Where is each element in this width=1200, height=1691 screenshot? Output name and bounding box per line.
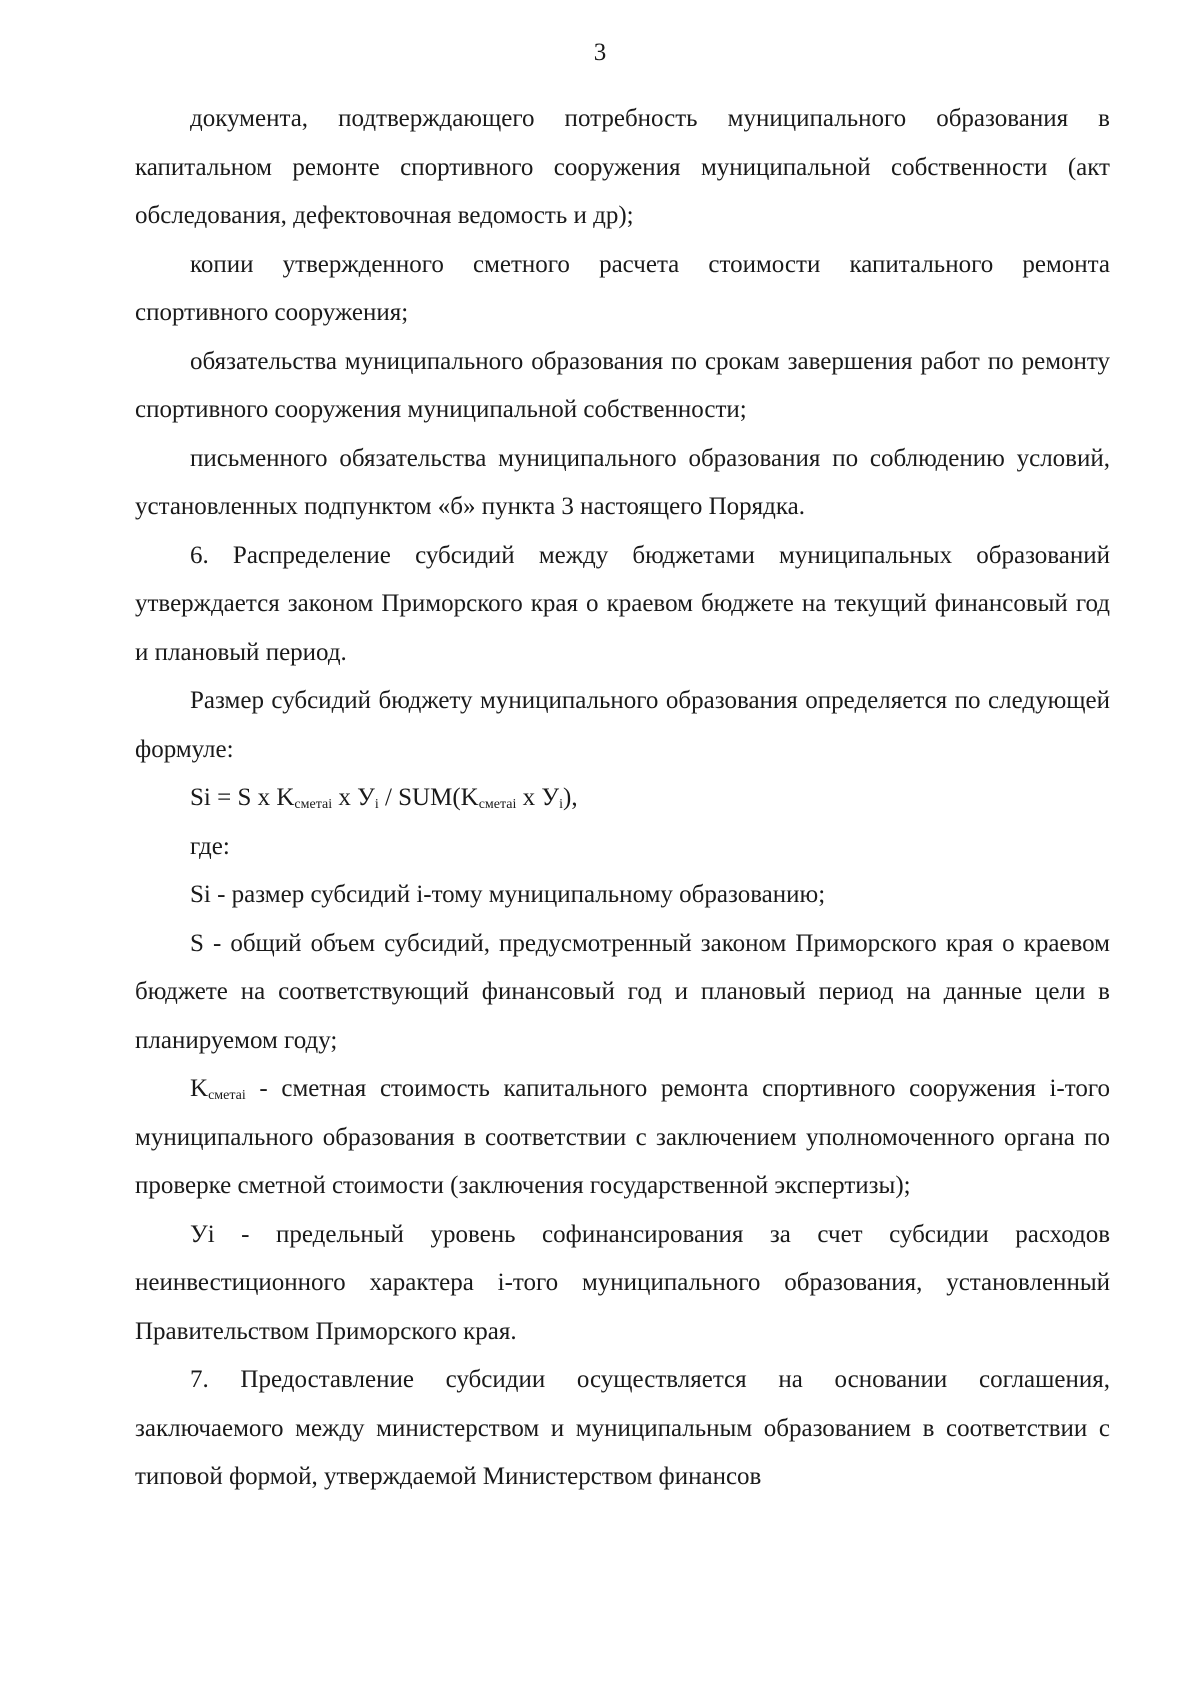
definition-k bbox=[135, 1065, 1110, 1211]
formula-part-5: ), bbox=[563, 784, 578, 811]
paragraph-written-obligation: письменного обязательства муниципального образования по соблюдению условий, установленных подпунктом «б» пункта 3 настоящего Порядка. bbox=[135, 444, 1110, 520]
formula-sub-4: i bbox=[559, 797, 563, 812]
formula-sub-2: i bbox=[374, 797, 379, 812]
formula-part-2: x У bbox=[332, 784, 375, 811]
document-body bbox=[135, 95, 1110, 1502]
formula-sub-3: сметаi bbox=[478, 797, 517, 812]
where-label: где: bbox=[190, 832, 230, 860]
subsidy-formula bbox=[135, 774, 1110, 823]
paragraph-completion-obligation: обязательства муниципального образования по срокам завершения работ по ремонту спортивного сооружения муниципальной собственности; bbox=[135, 347, 1110, 423]
definition-s: S - общий объем субсидий, предусмотренный законом Приморского края о краевом бюджете на соответствующий финансовый год и плановый период на данные цели в планируемом году; bbox=[135, 929, 1110, 1054]
formula-part-1: Si = S x K bbox=[190, 784, 295, 811]
page-number: 3 bbox=[593, 39, 607, 66]
formula-sub-1: сметаi bbox=[294, 797, 333, 812]
paragraph-subsidy-size: Размер субсидий бюджету муниципального образования определяется по следующей формуле: bbox=[135, 687, 1110, 763]
definition-k-text: - сметная стоимость капитального ремонта спортивного сооружения i-того муниципального образования в соответствии с заключением уполномоченного органа по проверке сметной стоимости (заключения государственной экспертизы); bbox=[135, 1075, 1110, 1199]
definition-k-sub: сметаi bbox=[208, 1088, 246, 1103]
formula-part-3: / SUM(K bbox=[378, 784, 479, 811]
paragraph-item-7: 7. Предоставление субсидии осуществляется на основании соглашения, заключаемого между министерством и муниципальным образованием в соответствии с типовой формой, утверждаемой Министерством финансов bbox=[135, 1366, 1110, 1490]
definition-k-symbol: K bbox=[190, 1075, 209, 1102]
paragraph-item-6: 6. Распределение субсидий между бюджетами муниципальных образований утверждается законом Приморского края о краевом бюджете на текущий финансовый год и плановый период. bbox=[135, 541, 1110, 666]
paragraph-act-document: документа, подтверждающего потребность муниципального образования в капитальном ремонте спортивного сооружения муниципальной собственности (акт обследования, дефектовочная ведомость и др); bbox=[135, 105, 1110, 229]
formula-part-4: x У bbox=[516, 784, 560, 811]
paragraph-estimate-copy: копии утвержденного сметного расчета стоимости капитального ремонта спортивного сооружения; bbox=[135, 250, 1110, 326]
definition-si: Si - размер субсидий i-тому муниципальному образованию; bbox=[190, 881, 826, 908]
definition-y: Уi - предельный уровень софинансирования за счет субсидии расходов неинвестиционного характера i-того муниципального образования, установленный Правительством Приморского края. bbox=[135, 1220, 1110, 1345]
